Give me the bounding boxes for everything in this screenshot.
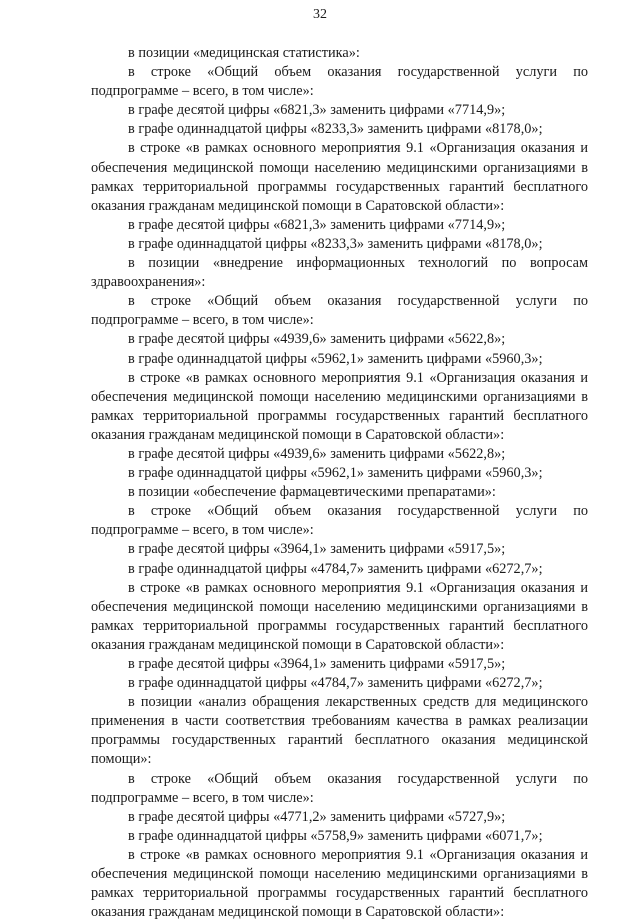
paragraph: в позиции «медицинская статистика»:: [128, 45, 360, 61]
paragraph: в позиции «анализ обращения лекарственных средств для медицинского применения в части соответствия требованиям качества в рамках реализации программы государственных гарантий бесплатного оказания медицинской помощи»:: [91, 694, 588, 768]
paragraph: в строке «Общий объем оказания государственной услуги по подпрограмме – всего, в том числе»:: [91, 64, 588, 100]
document-body: [91, 44, 588, 922]
paragraph: в позиции «внедрение информационных технологий по вопросам здравоохранения»:: [91, 255, 588, 291]
paragraph: в графе десятой цифры «6821,3» заменить цифрами «7714,9»;: [128, 216, 506, 233]
paragraph: в строке «в рамках основного мероприятия 9.1 «Организация оказания и обеспечения медицинской помощи населению медицинскими организациями в рамках территориальной программы государственных гарантий бесплатного оказания гражданам медицинской помощи в Саратовской области»:: [91, 579, 588, 653]
paragraph: в графе одиннадцатой цифры «5962,1» заменить цифрами «5960,3»;: [128, 465, 543, 482]
paragraph: в графе десятой цифры «3964,1» заменить цифрами «5917,5»;: [128, 656, 506, 672]
paragraph: в строке «Общий объем оказания государственной услуги по подпрограмме – всего, в том числе»:: [91, 503, 588, 539]
paragraph: в графе одиннадцатой цифры «4784,7» заменить цифрами «6272,7»;: [128, 675, 543, 692]
paragraph: в графе десятой цифры «4939,6» заменить цифрами «5622,8»;: [128, 445, 506, 462]
paragraph: в графе одиннадцатой цифры «5962,1» заменить цифрами «5960,3»;: [128, 350, 543, 367]
paragraph: в графе одиннадцатой цифры «4784,7» заменить цифрами «6272,7»;: [128, 560, 543, 577]
paragraph: в строке «в рамках основного мероприятия 9.1 «Организация оказания и обеспечения медицинской помощи населению медицинскими организациями в рамках территориальной программы государственных гарантий бесплатного оказания гражданам медицинской помощи в Саратовской области»:: [91, 846, 588, 921]
paragraph: в строке «в рамках основного мероприятия 9.1 «Организация оказания и обеспечения медицинской помощи населению медицинскими организациями в рамках территориальной программы государственных гарантий бесплатного оказания гражданам медицинской помощи в Саратовской области»:: [91, 369, 588, 443]
paragraph: в графе десятой цифры «3964,1» заменить цифрами «5917,5»;: [128, 541, 506, 558]
paragraph: в строке «Общий объем оказания государственной услуги по подпрограмме – всего, в том числе»:: [91, 293, 588, 329]
page-number: 32: [313, 7, 327, 22]
paragraph: в строке «в рамках основного мероприятия 9.1 «Организация оказания и обеспечения медицинской помощи населению медицинскими организациями в рамках территориальной программы государственных гарантий бесплатного оказания гражданам медицинской помощи в Саратовской области»:: [91, 140, 588, 214]
paragraph: в графе одиннадцатой цифры «8233,3» заменить цифрами «8178,0»;: [128, 235, 543, 252]
paragraph: в графе десятой цифры «4771,2» заменить цифрами «5727,9»;: [128, 808, 506, 825]
paragraph: в строке «Общий объем оказания государственной услуги по подпрограмме – всего, в том числе»:: [91, 770, 588, 806]
paragraph: в графе десятой цифры «4939,6» заменить цифрами «5622,8»;: [128, 331, 506, 348]
paragraph: в графе одиннадцатой цифры «5758,9» заменить цифрами «6071,7»;: [128, 827, 543, 844]
paragraph: в графе десятой цифры «6821,3» заменить цифрами «7714,9»;: [128, 102, 506, 119]
paragraph: в графе одиннадцатой цифры «8233,3» заменить цифрами «8178,0»;: [128, 121, 543, 138]
paragraph: в позиции «обеспечение фармацевтическими препаратами»:: [128, 484, 496, 501]
